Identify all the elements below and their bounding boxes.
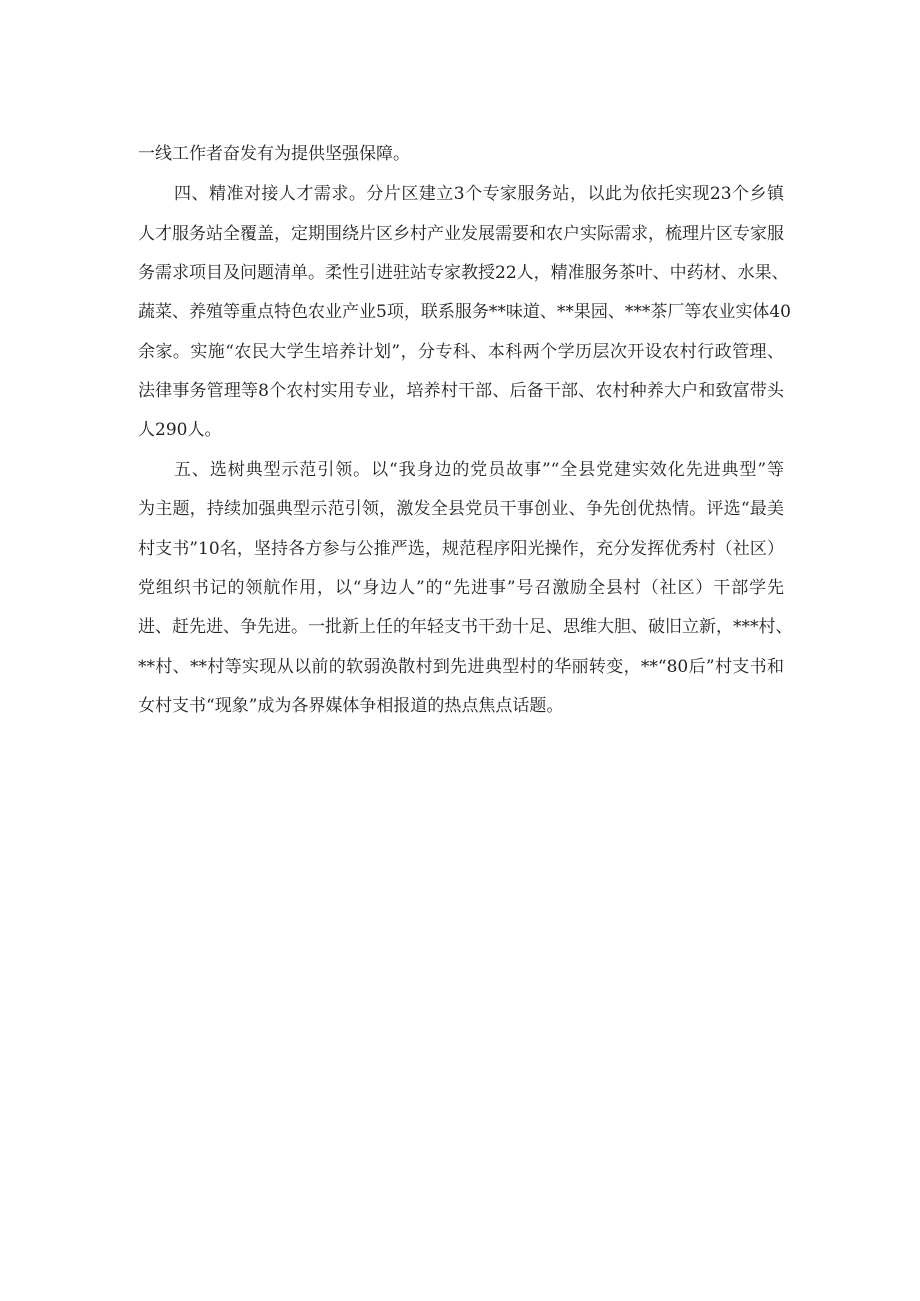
- paragraph-line: 进、赶先进、争先进。一批新上任的年轻支书干劲十足、思维大胆、破旧立新，***村、: [138, 617, 793, 637]
- paragraph-line: 法律事务管理等8个农村实用专业，培养村干部、后备干部、农村种养大户和致富带头: [138, 381, 784, 401]
- paragraph-line: 人才服务站全覆盖，定期围绕片区乡村产业发展需要和农户实际需求，梳理片区专家服: [138, 224, 784, 244]
- paragraph-line: 四、精准对接人才需求。分片区建立3个专家服务站，以此为依托实现23个乡镇: [174, 184, 784, 204]
- paragraph-line: 余家。实施“农民大学生培养计划”，分专科、本科两个学历层次开设农村行政管理、: [138, 342, 784, 362]
- paragraph-line: 为主题，持续加强典型示范引领，激发全县党员干事创业、争先创优热情。评选“最美: [138, 499, 784, 519]
- paragraph-line: 务需求项目及问题清单。柔性引进驻站专家教授22人，精准服务茶叶、中药材、水果、: [138, 263, 789, 283]
- paragraph-line: 五、选树典型示范引领。以“我身边的党员故事”“全县党建实效化先进典型”等: [174, 460, 784, 480]
- paragraph-line: 女村支书“现象”成为各界媒体争相报道的热点焦点话题。: [138, 696, 564, 716]
- paragraph-line: **村、**村等实现从以前的软弱涣散村到先进典型村的华丽转变，**“80后”村支书和: [138, 657, 784, 677]
- paragraph-line: 人290人。: [138, 420, 222, 440]
- paragraph-line: 村支书”10名，坚持各方参与公推严选，规范程序阳光操作，充分发挥优秀村（社区）: [138, 539, 784, 559]
- paragraph-line: 党组织书记的领航作用，以“身边人”的“先进事”号召激励全县村（社区）干部学先: [138, 578, 784, 598]
- paragraph-line: 蔬菜、养殖等重点特色农业产业5项，联系服务**味道、**果园、***茶厂等农业实体40: [138, 302, 791, 322]
- paragraph-line: 一线工作者奋发有为提供坚强保障。: [138, 144, 410, 164]
